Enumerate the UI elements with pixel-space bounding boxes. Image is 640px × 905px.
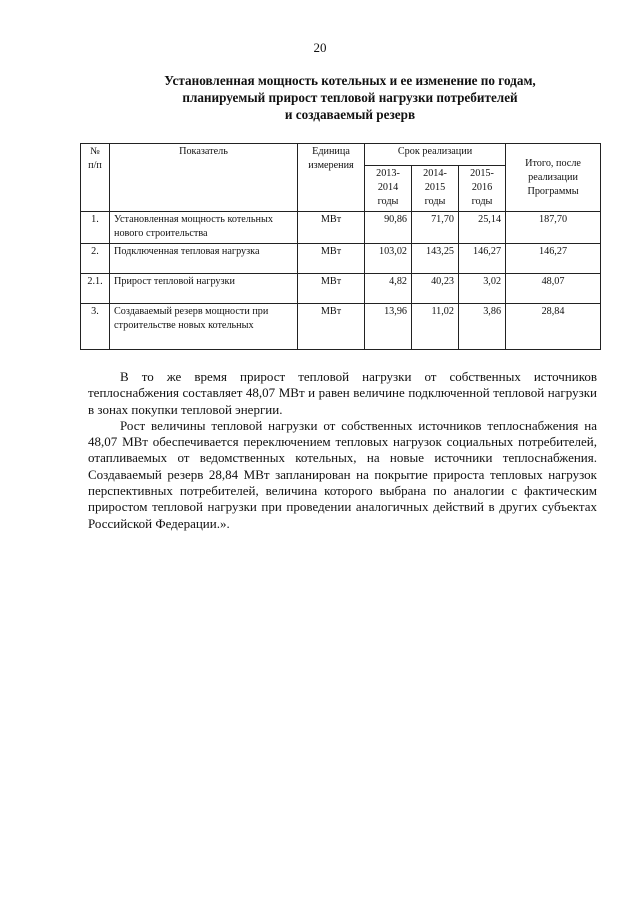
body-text bbox=[88, 369, 597, 532]
row-indicator: Прирост тепловой нагрузки bbox=[110, 274, 298, 304]
header-year-3: 2015-2016 годы bbox=[459, 166, 506, 212]
table-row bbox=[81, 244, 601, 274]
paragraph: Рост величины тепловой нагрузки от собственных источников теплоснабжения на 48,07 МВт обеспечивается переключением тепловых нагрузок социальных потребителей, отапливаемых от ведомственных котельных, на новые источники теплоснабжения. Создаваемый резерв 28,84 МВт запланирован на покрытие прироста тепловых нагрузок перспективных потребителей, величина которого выбрана по аналогии с фактическим приростом тепловой нагрузки при проведении аналогичных действий в других субъектах Российской Федерации.». bbox=[88, 417, 597, 531]
header-year-1: 2013-2014 годы bbox=[365, 166, 412, 212]
row-value-y2: 143,25 bbox=[412, 244, 459, 274]
row-indicator: Создаваемый резерв мощности при строительстве новых котельных bbox=[110, 304, 298, 350]
row-num: 1. bbox=[81, 212, 110, 244]
title-line-3: и создаваемый резерв bbox=[284, 107, 416, 122]
capacity-table bbox=[80, 143, 601, 350]
header-period: Срок реализации bbox=[365, 144, 506, 166]
row-value-y2: 11,02 bbox=[412, 304, 459, 350]
row-total: 28,84 bbox=[506, 304, 601, 350]
row-unit: МВт bbox=[298, 304, 365, 350]
table-row bbox=[81, 304, 601, 350]
page-number: 20 bbox=[313, 40, 327, 55]
header-indicator: Показатель bbox=[110, 144, 298, 212]
row-value-y3: 146,27 bbox=[459, 244, 506, 274]
row-total: 146,27 bbox=[506, 244, 601, 274]
row-num: 2.1. bbox=[81, 274, 110, 304]
row-value-y3: 3,86 bbox=[459, 304, 506, 350]
table-row bbox=[81, 274, 601, 304]
row-total: 187,70 bbox=[506, 212, 601, 244]
title-line-1: Установленная мощность котельных и ее изменение по годам, bbox=[164, 73, 536, 88]
row-value-y2: 40,23 bbox=[412, 274, 459, 304]
row-total: 48,07 bbox=[506, 274, 601, 304]
row-value-y3: 25,14 bbox=[459, 212, 506, 244]
row-value-y3: 3,02 bbox=[459, 274, 506, 304]
row-unit: МВт bbox=[298, 274, 365, 304]
row-indicator: Установленная мощность котельных нового строительства bbox=[110, 212, 298, 244]
row-indicator: Подключенная тепловая нагрузка bbox=[110, 244, 298, 274]
row-num: 3. bbox=[81, 304, 110, 350]
header-year-2: 2014-2015 годы bbox=[412, 166, 459, 212]
row-value-y2: 71,70 bbox=[412, 212, 459, 244]
row-num: 2. bbox=[81, 244, 110, 274]
paragraph: В то же время прирост тепловой нагрузки от собственных источников теплоснабжения составляет 48,07 МВт и равен величине подключенной тепловой нагрузки в зонах покупки тепловой энергии. bbox=[88, 369, 597, 417]
document-title bbox=[110, 72, 590, 123]
row-value-y1: 90,86 bbox=[365, 212, 412, 244]
row-value-y1: 4,82 bbox=[365, 274, 412, 304]
row-unit: МВт bbox=[298, 244, 365, 274]
table-row bbox=[81, 212, 601, 244]
header-unit: Единица измерения bbox=[298, 144, 365, 212]
header-num: № п/п bbox=[81, 144, 110, 212]
row-unit: МВт bbox=[298, 212, 365, 244]
header-total: Итого, после реализации Программы bbox=[506, 144, 601, 212]
row-value-y1: 103,02 bbox=[365, 244, 412, 274]
row-value-y1: 13,96 bbox=[365, 304, 412, 350]
title-line-2: планируемый прирост тепловой нагрузки потребителей bbox=[182, 90, 518, 105]
